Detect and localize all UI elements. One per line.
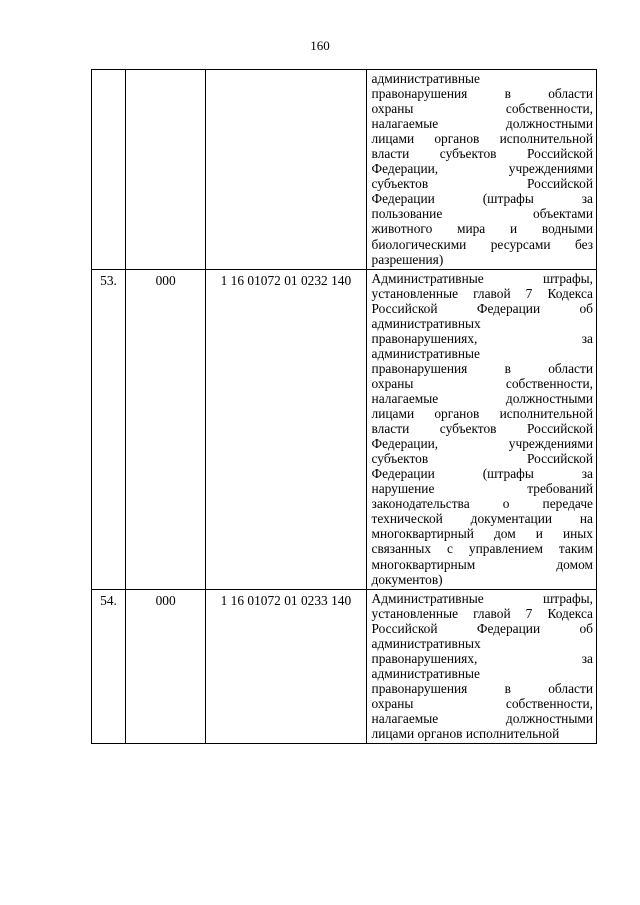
description-line: технической документации на xyxy=(371,511,593,527)
description-line: налагаемые должностными xyxy=(371,390,593,406)
description-line: власти субъектов Российской xyxy=(371,421,593,437)
description-line: правонарушения в области xyxy=(371,680,593,696)
description-line: пользование объектами xyxy=(371,206,593,222)
description-line: Российской Федерации об xyxy=(371,620,593,636)
description-line: документов) xyxy=(371,571,443,587)
description-line: лицами органов исполнительной xyxy=(371,726,560,742)
description-line: Административные штрафы, xyxy=(371,270,593,286)
description-line: власти субъектов Российской xyxy=(371,146,593,162)
description-line: разрешения) xyxy=(371,251,444,267)
budget-classification-code-cell: 1 16 01072 01 0233 140 xyxy=(206,589,366,743)
page-number: 160 xyxy=(310,38,330,53)
description-line: охраны собственности, xyxy=(371,375,593,391)
admin-code-cell: 000 xyxy=(126,589,206,743)
description-line: правонарушениях, за xyxy=(371,330,593,346)
budget-classification-code-cell xyxy=(206,70,366,270)
description-line: охраны собственности, xyxy=(371,695,593,711)
table-row xyxy=(92,70,597,270)
description-line: правонарушения в области xyxy=(371,360,593,376)
admin-code-cell xyxy=(126,70,206,270)
budget-classification-code-cell: 1 16 01072 01 0232 140 xyxy=(206,269,366,589)
description-line: Федерации (штрафы за xyxy=(371,191,593,207)
description-line: административные xyxy=(371,345,480,361)
description-line: Федерации, учреждениями xyxy=(371,161,593,177)
description-line: Административные штрафы, xyxy=(371,590,593,606)
description-line: административные xyxy=(371,71,480,86)
row-number-cell: 53. xyxy=(92,269,126,589)
description-line: установленные главой 7 Кодекса xyxy=(371,285,593,301)
description-line: налагаемые должностными xyxy=(371,116,593,132)
description-line: биологическими ресурсами без xyxy=(371,236,593,252)
description-line: многоквартирным домом xyxy=(371,556,593,572)
description-line: связанных с управлением таким xyxy=(371,541,593,557)
description-line: субъектов Российской xyxy=(371,451,593,467)
row-number-cell: 54. xyxy=(92,589,126,743)
description-cell xyxy=(366,589,596,743)
description-line: административных xyxy=(371,315,481,331)
description-line: субъектов Российской xyxy=(371,176,593,192)
description-line: налагаемые должностными xyxy=(371,710,593,726)
budget-codes-table xyxy=(91,69,597,744)
description-line: многоквартирный дом и иных xyxy=(371,526,593,542)
admin-code-cell: 000 xyxy=(126,269,206,589)
table-row xyxy=(92,269,597,589)
description-line: лицами органов исполнительной xyxy=(371,131,593,147)
description-line: административных xyxy=(371,635,481,651)
description-line: правонарушения в области xyxy=(371,86,593,102)
table-row xyxy=(92,589,597,743)
description-cell xyxy=(366,269,596,589)
description-line: лицами органов исполнительной xyxy=(371,406,593,422)
description-line: Федерации, учреждениями xyxy=(371,436,593,452)
description-line: правонарушениях, за xyxy=(371,650,593,666)
row-number-cell xyxy=(92,70,126,270)
description-line: административные xyxy=(371,665,480,681)
description-line: законодательства о передаче xyxy=(371,496,593,512)
description-line: установленные главой 7 Кодекса xyxy=(371,605,593,621)
description-line: животного мира и водными xyxy=(371,221,593,237)
description-cell xyxy=(366,70,596,270)
description-line: Федерации (штрафы за xyxy=(371,466,593,482)
description-line: охраны собственности, xyxy=(371,101,593,117)
description-line: Российской Федерации об xyxy=(371,300,593,316)
description-line: нарушение требований xyxy=(371,481,593,497)
